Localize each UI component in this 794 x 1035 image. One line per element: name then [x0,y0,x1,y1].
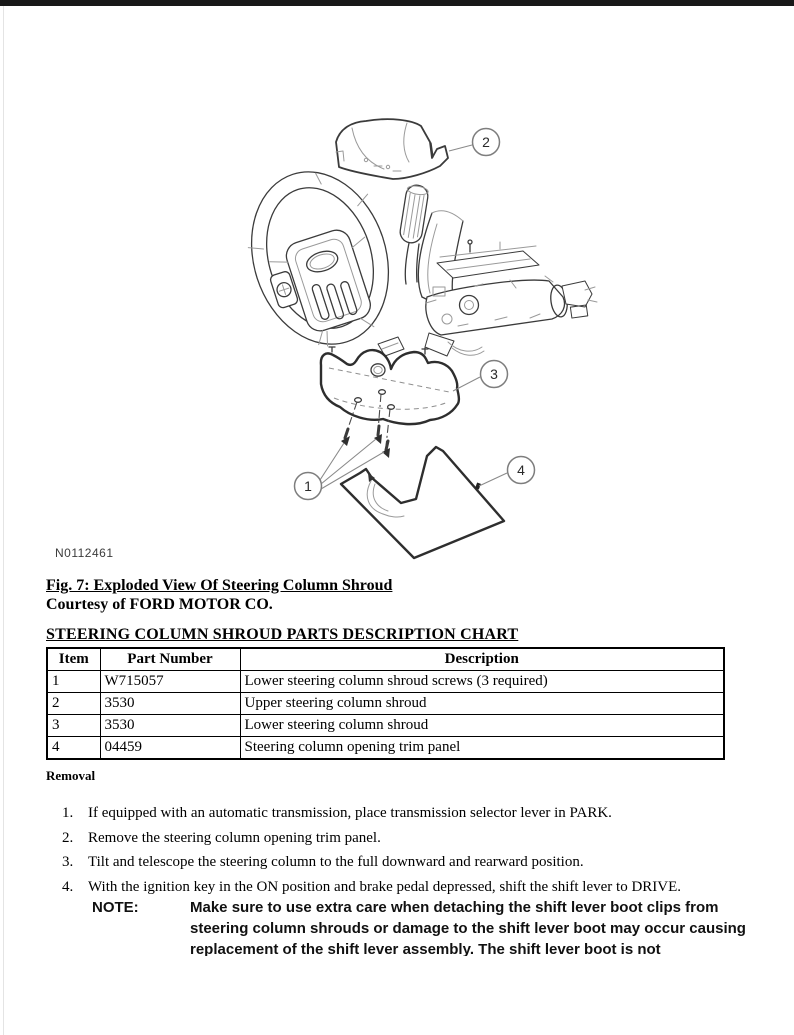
removal-step [62,804,772,823]
table-row [47,715,724,737]
removal-step [62,853,772,872]
removal-step [62,829,772,848]
cell-part-number: W715057 [100,671,240,693]
step-text: Tilt and telescope the steering column to the full downward and rearward position. [88,854,584,870]
removal-section-heading: Removal [46,768,96,783]
cell-description: Steering column opening trim panel [240,737,724,760]
step-number: 2. [62,829,74,846]
removal-steps-list [62,804,772,902]
table-row [47,693,724,715]
figure-caption-title: Fig. 7: Exploded View Of Steering Column Shroud [46,577,393,594]
step-number: 4. [62,878,74,895]
cell-description: Lower steering column shroud screws (3 required) [240,671,724,693]
cell-description: Upper steering column shroud [240,693,724,715]
cell-part-number: 04459 [100,737,240,760]
trim-panel-part [341,447,504,558]
steering-column-assembly [378,240,597,356]
figure-caption [46,576,392,614]
col-header-part-number: Part Number [100,648,240,671]
cell-part-number: 3530 [100,693,240,715]
cell-item: 1 [47,671,100,693]
step-text: Remove the steering column opening trim panel. [88,829,381,846]
shift-lever [399,184,463,302]
cell-item: 3 [47,715,100,737]
step-number: 3. [62,854,74,870]
parts-description-table [46,647,725,760]
cell-description: Lower steering column shroud [240,715,724,737]
note-label: NOTE: [92,899,139,916]
step-text: With the ignition key in the ON position and brake pedal depressed, shift the shift lever to DRIVE. [88,878,682,895]
col-header-description: Description [240,648,724,671]
steering-wheel [230,154,410,362]
cell-part-number: 3530 [100,715,240,737]
callout-1-number: 1 [304,478,312,494]
table-row [47,737,724,760]
figure-caption-credit: Courtesy of FORD MOTOR CO. [46,596,273,613]
callout-3-number: 3 [490,366,498,382]
callout-4-number: 4 [517,462,525,478]
table-header-row [47,648,724,671]
cell-item: 4 [47,737,100,760]
cell-item: 2 [47,693,100,715]
note-text: Make sure to use extra care when detaching the shift lever boot clips from steering column shrouds or damage to the shift lever boot may occur causing replacement of the shift lever assembly. The shift lever boot is not [190,899,746,956]
table-row [47,671,724,693]
removal-step [62,878,772,897]
document-number: N0112461 [55,546,114,560]
note-block [92,897,782,956]
step-number: 1. [62,805,74,821]
upper-shroud-part [336,119,448,179]
parts-chart-title: STEERING COLUMN SHROUD PARTS DESCRIPTION CHART [46,626,519,643]
callout-2-number: 2 [482,134,490,150]
step-text: If equipped with an automatic transmission, place transmission selector lever in PARK. [88,805,612,821]
col-header-item: Item [47,648,100,671]
